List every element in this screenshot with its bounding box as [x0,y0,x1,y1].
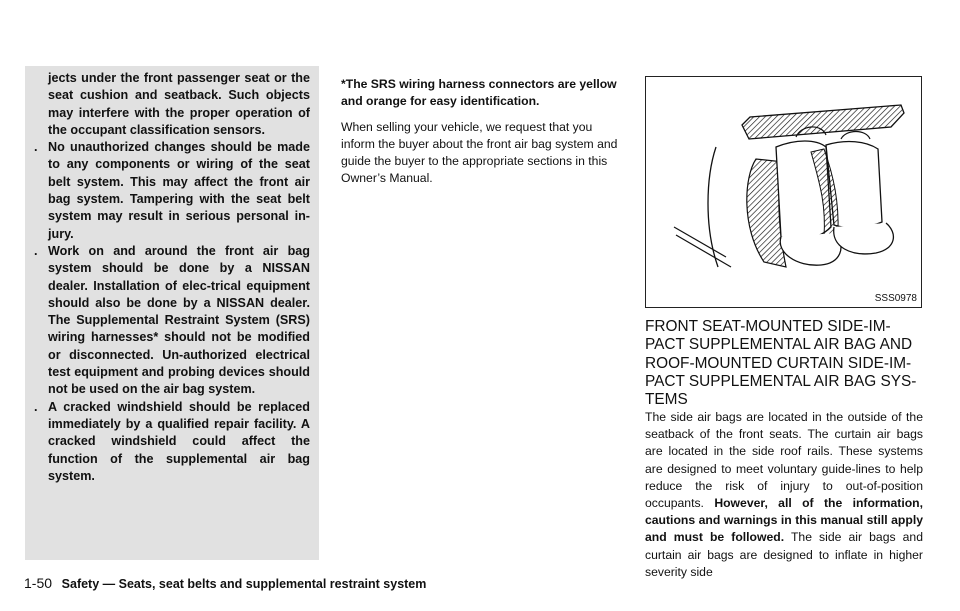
srs-note: *The SRS wiring harness connectors are yellow and orange for easy identification. [341,77,617,109]
warning-bullet-2: . Work on and around the front air bag system should be done by a NISSAN dealer. Installation of elec-trical equipment should also be done by a NISSAN dealer. The Supplemental Restraint System (SRS) wiring harnesses* should not be modified or disconnected. Un-authorized electrical test equipment and probing devices should not be used on the air bag system. [34,243,310,397]
section-body-bold: However, all of the information, cautions and warnings in this manual still apply and must be followed. [645,496,923,545]
middle-column [341,76,624,188]
footer-section-title: Safety — Seats, seat belts and supplemental restraint system [61,577,427,591]
figure-box [645,76,922,308]
section-body-part2: The side air bags and curtain air bags are designed to inflate in higher severity side [645,530,923,579]
selling-paragraph: When selling your vehicle, we request that you inform the buyer about the front air bag system and guide the buyer to the appropriate sections in this Owner’s Manual. [341,119,618,186]
section-heading: FRONT SEAT-MOUNTED SIDE-IM-PACT SUPPLEMENTAL AIR BAG AND ROOF-MOUNTED CURTAIN SIDE-IM-PACT SUPPLEMENTAL AIR BAG SYS-TEMS [645,318,917,409]
section-body-part1: The side air bags are located in the outside of the seatback of the front seats. The curtain air bags are located in the side roof rails. These systems are designed to meet voluntary guide-lines to help reduce the risk of injury to out-of-position occupants. [645,410,923,511]
warning-bullet-3: . A cracked windshield should be replaced immediately by a qualified repair facility. A cracked windshield could affect the function of the supplemental air bag system. [34,399,310,483]
page-footer [24,575,426,591]
seat-airbag-illustration [646,77,921,307]
page-number: 1-50 [24,575,53,591]
warning-bullet-1: . No unauthorized changes should be made to any components or wiring of the seat belt system. This may affect the front air bag system. Tampering with the seat belt system may result in serious personal in-jury. [34,140,310,241]
section-body [645,409,923,581]
figure-label: SSS0978 [874,293,917,304]
warning-text [28,70,310,485]
warning-lead: jects under the front passenger seat or the seat cushion and seatback. Such objects may interfere with the proper operation of the occupant classification sensors. [48,71,310,137]
